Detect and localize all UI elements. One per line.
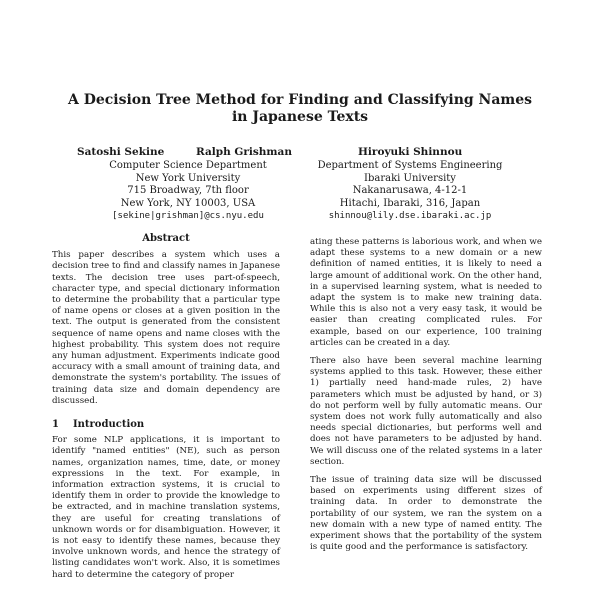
- affiliation-line: 715 Broadway, 7th floor: [127, 185, 249, 196]
- section-number: 1: [52, 419, 59, 431]
- author-name-3: Hiroyuki Shinnou: [358, 146, 463, 158]
- abstract-heading: Abstract: [142, 233, 190, 244]
- affiliation-line: Computer Science Department: [109, 160, 267, 171]
- author-email: [sekine|grishman]@cs.nyu.edu: [112, 211, 264, 221]
- author-email: shinnou@lily.dse.ibaraki.ac.jp: [328, 211, 492, 221]
- right-column: [310, 237, 542, 553]
- affiliation-ibaraki: [290, 160, 530, 223]
- affiliation-line: New York University: [135, 172, 241, 184]
- affiliation-line: Ibaraki University: [364, 172, 456, 184]
- abstract-text: This paper describes a system which uses a decision tree to find and classify names in Japanese texts. The decision tree uses part-of-speech, character type, and special dictionary information to determine the probability that a particular type of name opens or closes at a given position in the text. The output is generated from the consistent sequence of name opens and name closes with the highest probability. This system does not require any human adjustment. Experiments indicate good accuracy with a small amount of training data, and demonstrate the system's portability. The issues of training data size and domain dependency are discussed.: [52, 250, 280, 406]
- affiliation-line: Hitachi, Ibaraki, 316, Japan: [339, 197, 481, 209]
- introduction-text: For some NLP applications, it is important to identify "named entities" (NE), such as person names, organization names, time, date, or money expressions in the text. For example, in information extraction systems, it is crucial to identify them in order to provide the knowledge to be extracted, and in machine translation systems, they are useful for creating translations of unknown words or for disambiguation. However, it is not easy to identify these names, because they involve unknown words, and hence the strategy of listing candidates won't work. Also, it is sometimes hard to determine the category of proper: [52, 435, 280, 580]
- body-paragraph: There also have been several machine learning systems applied to this task. However, these either 1) partially need hand-made rules, 2) have parameters which must be adjusted by hand, or 3) do not perform well by fully automatic means. Our system does not work fully automatically and also needs special dictionaries, but performs well and does not have parameters to be adjusted by hand. We will discuss one of the related systems in a later section.: [310, 356, 542, 467]
- left-column: [52, 233, 280, 581]
- section-heading-introduction: [52, 419, 280, 430]
- body-paragraph: ating these patterns is laborious work, and when we adapt these systems to a new domain or a new definition of named entities, it is likely to need a large amount of additional work. On the other hand, in a supervised learning system, what is needed to adapt the system is to make new training data. While this is also not a very easy task, it would be easier than creating complicated rules. For example, based on our experience, 100 training articles can be created in a day.: [310, 237, 542, 348]
- affiliation-nyu: [78, 160, 298, 223]
- affiliation-line: Nakanarusawa, 4-12-1: [352, 185, 468, 196]
- paper-title: [0, 92, 600, 126]
- affiliation-line: New York, NY 10003, USA: [120, 197, 256, 209]
- title-line-2: in Japanese Texts: [231, 109, 369, 125]
- author-name-2: Ralph Grishman: [196, 146, 292, 158]
- affiliation-line: Department of Systems Engineering: [317, 160, 503, 171]
- title-line-1: A Decision Tree Method for Finding and Classifying Names: [67, 92, 533, 108]
- author-block: [0, 146, 600, 226]
- author-name-1: Satoshi Sekine: [77, 146, 165, 158]
- body-paragraph: The issue of training data size will be discussed based on experiments using different sizes of training data. In order to demonstrate the portability of our system, we ran the system on a new domain with a new type of named entity. The experiment shows that the portability of the system is quite good and the performance is satisfactory.: [310, 475, 542, 553]
- section-title: Introduction: [72, 419, 145, 431]
